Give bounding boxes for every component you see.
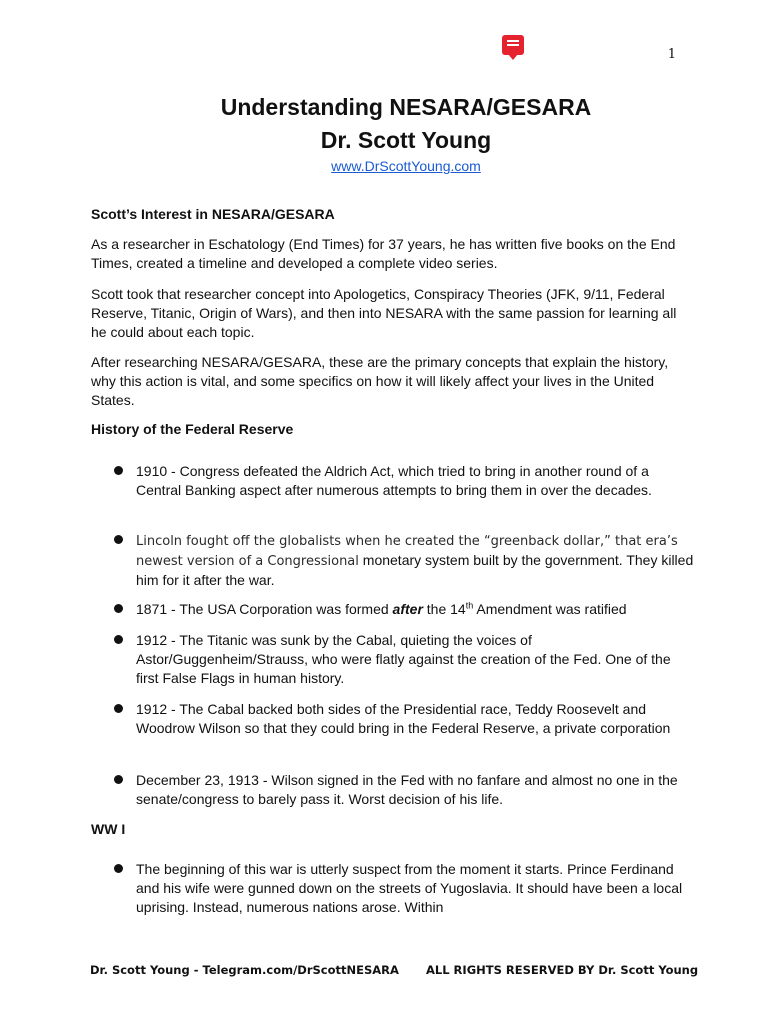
list-item — [114, 531, 694, 590]
list-item — [114, 771, 694, 809]
text-part: Amendment was ratified — [473, 601, 627, 617]
list-item-text — [136, 600, 694, 619]
list-item — [114, 631, 694, 688]
bullet-icon — [114, 864, 123, 873]
footer-right: ALL RIGHTS RESERVED BY Dr. Scott Young — [426, 963, 699, 977]
section-heading-interest: Scott’s Interest in NESARA/GESARA — [91, 206, 335, 222]
paragraph: As a researcher in Eschatology (End Times) for 37 years, he has written five books on the End Times, created a timeline and developed a complete video series. — [91, 236, 676, 271]
list-item — [114, 462, 694, 500]
bullet-icon — [114, 775, 123, 784]
text-part: the 14 — [422, 601, 466, 617]
comment-icon[interactable] — [502, 35, 524, 55]
bullet-icon — [114, 704, 123, 713]
list-item-text — [136, 531, 694, 590]
list-item — [114, 700, 694, 738]
paragraph: After researching NESARA/GESARA, these are the primary concepts that explain the history, why this action is vital, and some specifics on how it will likely affect your lives in the United States. — [91, 354, 669, 408]
text-part: 1871 - The USA Corporation was formed — [136, 601, 393, 617]
footer-left: Dr. Scott Young - Telegram.com/DrScottNESARA — [90, 963, 399, 977]
document-author: Dr. Scott Young — [320, 127, 492, 153]
list-item-text: 1912 - The Cabal backed both sides of the Presidential race, Teddy Roosevelt and Woodrow Wilson so that they could bring in the Federal Reserve, a private corporation — [136, 701, 671, 736]
page-number: 1 — [667, 47, 676, 62]
list-item-text: 1912 - The Titanic was sunk by the Cabal, quieting the voices of Astor/Guggenheim/Strauss, who were flatly against the creation of the Fed. One of the first False Flags in human history. — [136, 632, 671, 686]
list-item — [114, 860, 694, 917]
list-item-text: The beginning of this war is utterly suspect from the moment it starts. Prince Ferdinand and his wife were gunned down on the streets of Yugoslavia. It should have been a local uprising. Instead, numerous nations arose. Within — [136, 861, 683, 915]
bullet-icon — [114, 604, 123, 613]
emphasis-text: after — [392, 601, 423, 617]
website-link[interactable]: www.DrScottYoung.com — [331, 158, 481, 174]
bullet-icon — [114, 466, 123, 475]
list-item-text: 1910 - Congress defeated the Aldrich Act, which tried to bring in another round of a Central Banking aspect after numerous attempts to bring them in over the decades. — [136, 463, 652, 498]
superscript: th — [465, 600, 474, 611]
list-item-text: December 23, 1913 - Wilson signed in the Fed with no fanfare and almost no one in the senate/congress to barely pass it. Worst decision of his life. — [136, 772, 678, 807]
bullet-icon — [114, 635, 123, 644]
list-item — [114, 600, 694, 619]
bullet-icon — [114, 535, 123, 544]
list-item-text-part: Lincoln fought off the globalists when he created the “greenback dollar,” that era’s newest version of a Congressional — [136, 534, 678, 569]
section-heading-federal-reserve: History of the Federal Reserve — [91, 421, 294, 437]
list-item-text-part: monetary system built by the government. They killed him for it after the war. — [136, 552, 694, 588]
paragraph: Scott took that researcher concept into Apologetics, Conspiracy Theories (JFK, 9/11, Federal Reserve, Titanic, Origin of Wars), and then into NESARA with the same passion for learning all he could about each topic. — [91, 286, 677, 340]
document-title: Understanding NESARA/GESARA — [220, 94, 592, 120]
section-heading-ww1: WW I — [91, 821, 126, 837]
